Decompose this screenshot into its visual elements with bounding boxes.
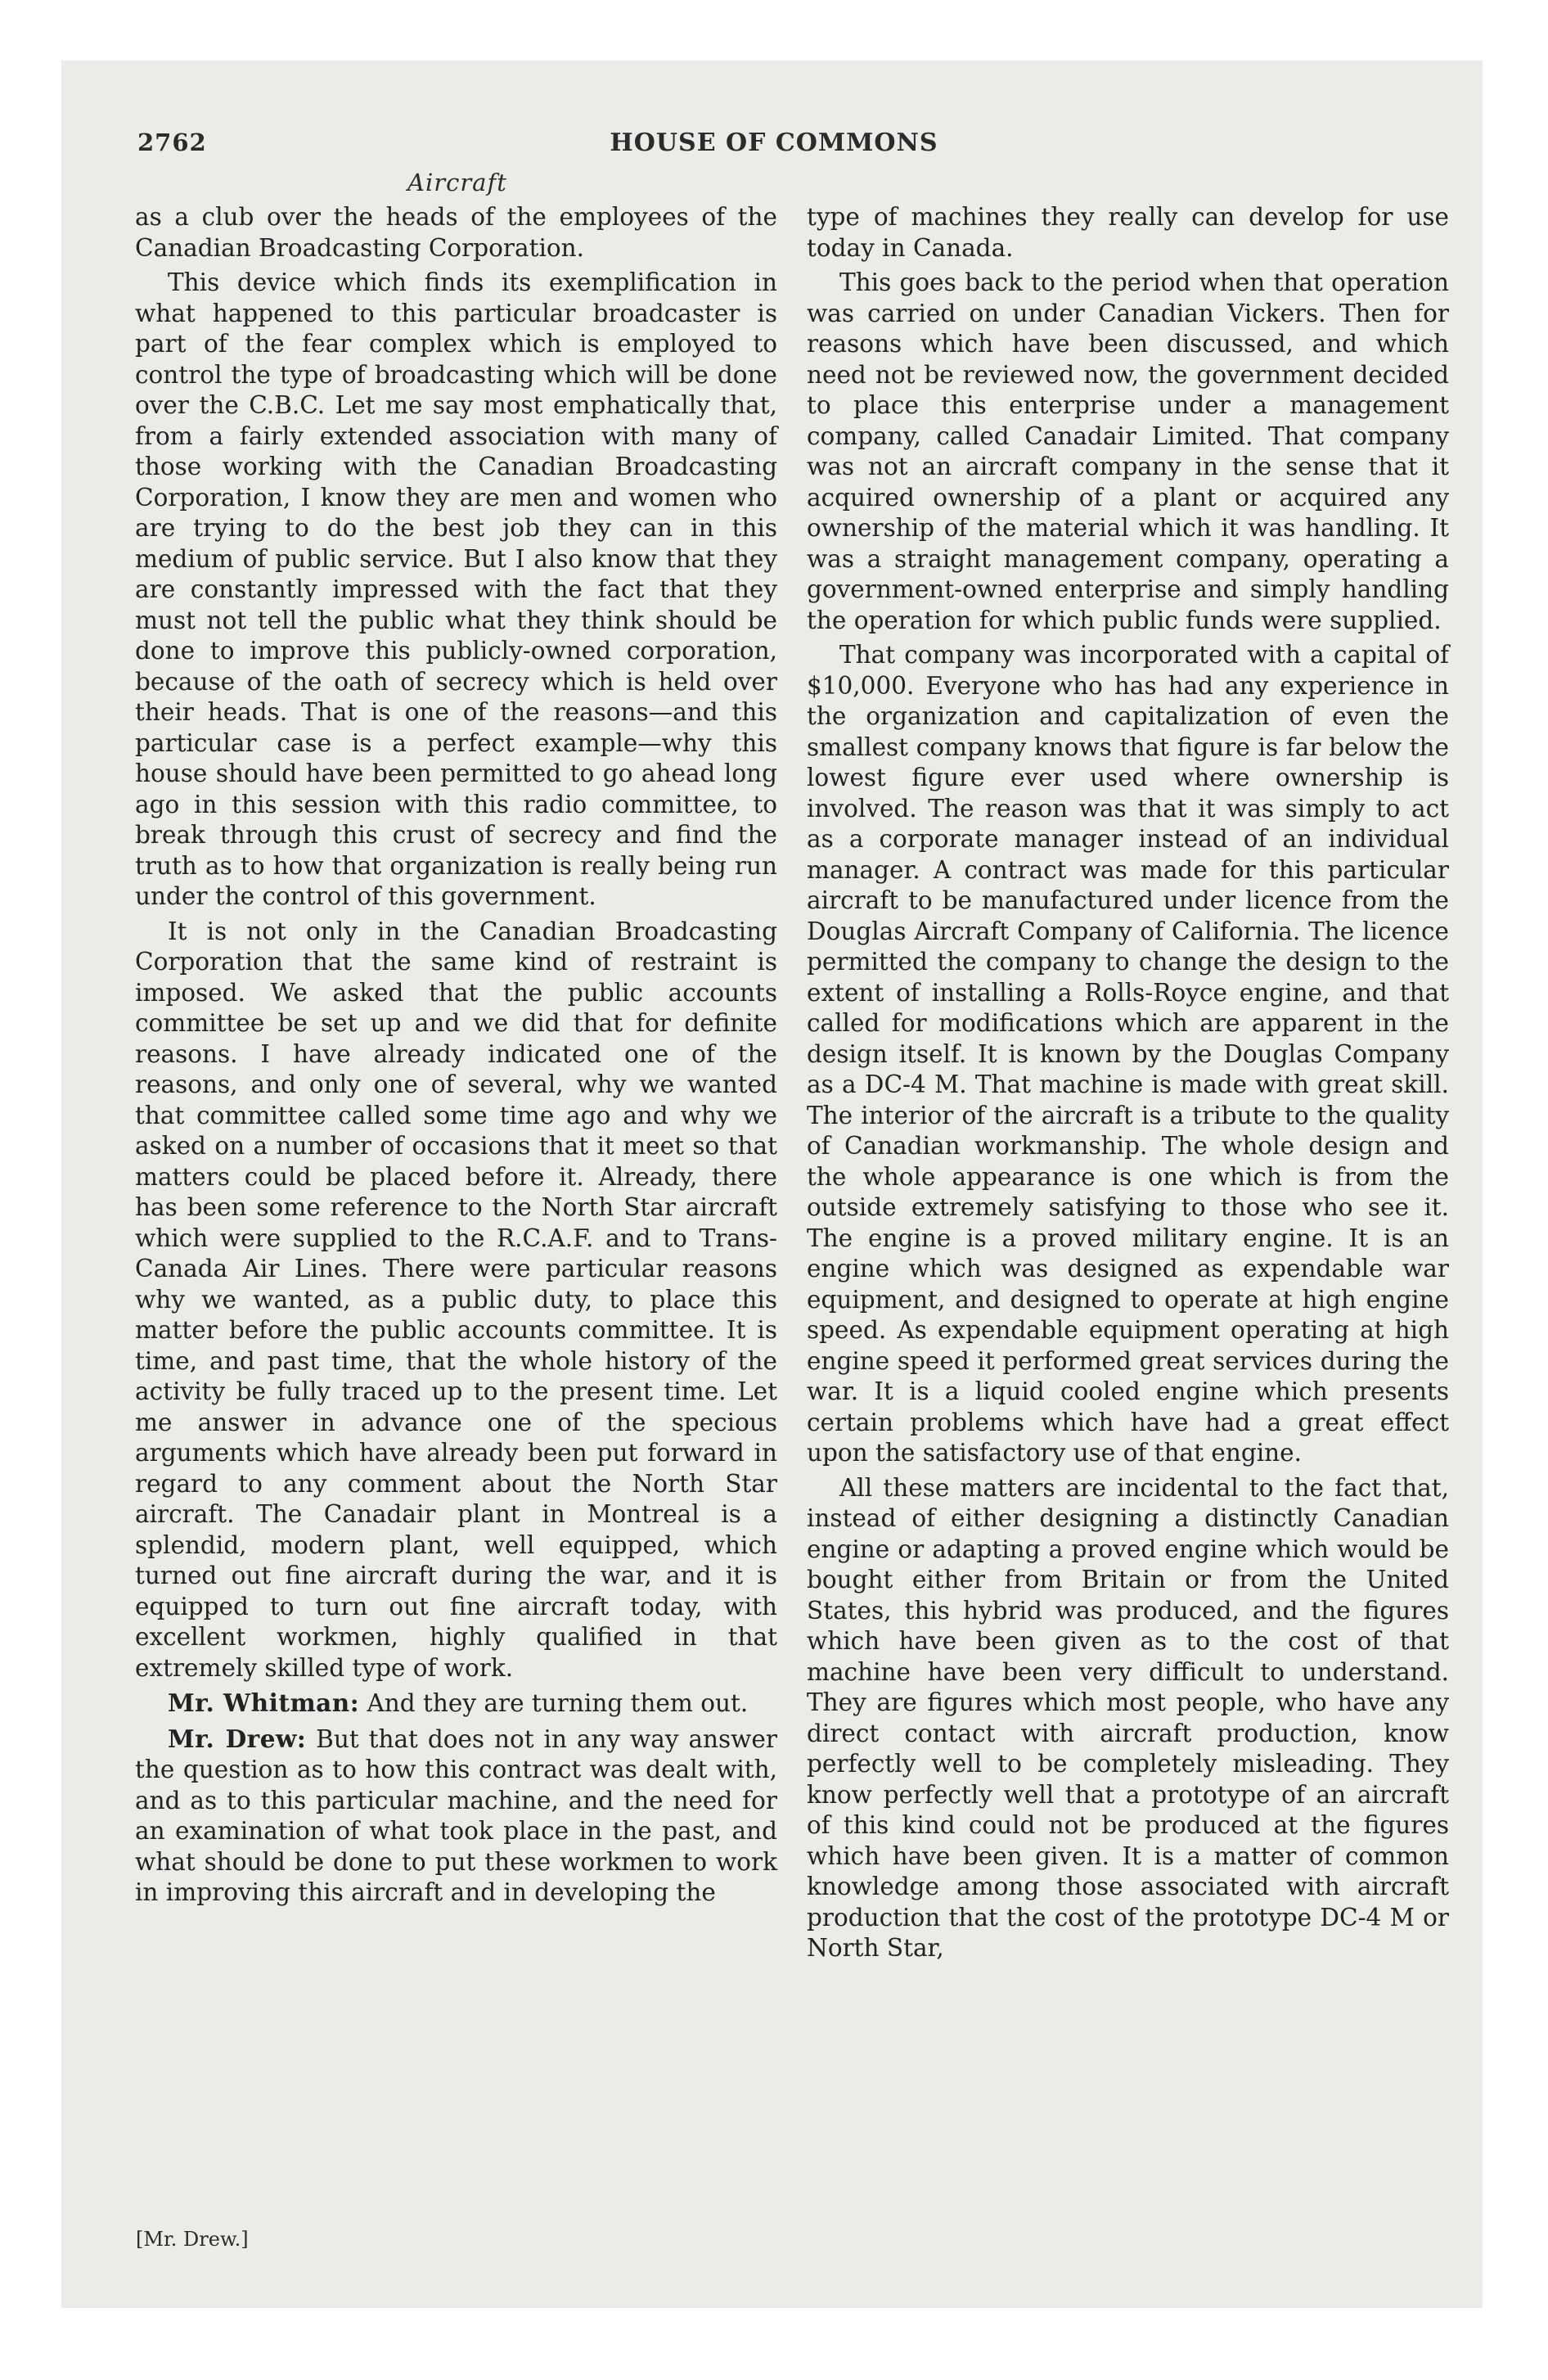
paragraph: That company was incorporated with a capital of $10,000. Everyone who has had any experience in the organization and capitalization of even the smallest company knows that figure is far below the lowest figure ever used where ownership is involved. The reason was that it was simply to act as a corporate manager instead of an individual manager. A contract was made for this particular aircraft to be manufactured under licence from the Douglas Aircraft Company of California. The licence permitted the company to change the design to the extent of installing a Rolls-Royce engine, and that called for modifications which are apparent in the design itself. It is known by the Douglas Company as a DC-4 M. That machine is made with great skill. The interior of the aircraft is a tribute to the quality of Canadian workmanship. The whole design and the whole appearance is one which is from the outside extremely satisfying to those who see it. The engine is a proved military engine. It is an engine which was designed as expendable war equipment, and designed to operate at high engine speed. As expendable equipment operating at high engine speed it performed great services during the war. It is a liquid cooled engine which presents certain problems which have had a great effect upon the satisfactory use of that engine. xyxy=(807,641,1449,1467)
speaker-name: Mr. Whitman: xyxy=(168,1688,360,1717)
speech-text: But that does not in any way answer the question as to how this contract was dealt with, and as to this particular machine, and the need for an examination of what took place in the past, and what should be done to put these workmen to work in improving this aircraft and in developing the xyxy=(135,1724,777,1906)
paragraph: This device which finds its exemplification in what happened to this particular broadcaster is part of the fear complex which is employed to control the type of broadcasting which will be done over the C.B.C. Let me say most emphatically that, from a fairly extended association with many of those working with the Canadian Broadcasting Corporation, I know they are men and women who are trying to do the best job they can in this medium of public service. But I also know that they are constantly impressed with the fact that they must not tell the public what they think should be done to improve this publicly-owned corporation, because of the oath of secrecy which is held over their heads. That is one of the reasons—and this particular case is a perfect example—why this house should have been permitted to go ahead long ago in this session with this radio committee, to break through this crust of secrecy and find the truth as to how that organization is really being run under the control of this government. xyxy=(135,268,777,910)
page-number: 2762 xyxy=(137,128,207,156)
paragraph: This goes back to the period when that operation was carried on under Canadian Vickers. Then for reasons which have been discussed, and which need not be reviewed now, the government decided to place this enterprise under a management company, called Canadair Limited. That company was not an aircraft company in the sense that it acquired ownership of a plant or acquired any ownership of the material which it was handling. It was a straight management company, operating a government-owned enterprise and simply handling the operation for which public funds were supplied. xyxy=(807,268,1449,634)
page-title: HOUSE OF COMMONS xyxy=(610,128,938,157)
paragraph: type of machines they really can develop for use today in Canada. xyxy=(807,203,1449,262)
speech-drew xyxy=(135,1724,777,1909)
speech-text: And they are turning them out. xyxy=(359,1689,749,1717)
right-column xyxy=(807,202,1449,1968)
speech-whitman xyxy=(135,1688,777,1720)
paragraph: All these matters are incidental to the fact that, instead of either designing a distinctly Canadian engine or adapting a proved engine which would be bought either from Britain or from the United States, this hybrid was produced, and the figures which have been given as to the cost of that machine have been very difficult to understand. They are figures which most people, who have any direct contact with aircraft production, know perfectly well to be completely misleading. They know perfectly well that a prototype of an aircraft of this kind could not be produced at the figures which have been given. It is a matter of common knowledge among those associated with aircraft production that the cost of the prototype DC-4 M or North Star, xyxy=(807,1473,1449,1962)
speaker-name: Mr. Drew: xyxy=(168,1724,307,1753)
left-column xyxy=(135,202,777,1913)
paragraph: It is not only in the Canadian Broadcasting Corporation that the same kind of restraint is imposed. We asked that the public accounts committee be set up and we did that for definite reasons. I have already indicated one of the reasons, and only one of several, why we wanted that committee called some time ago and why we asked on a number of occasions that it meet so that matters could be placed before it. Already, there has been some reference to the North Star aircraft which were supplied to the R.C.A.F. and to Trans-Canada Air Lines. There were particular reasons why we wanted, as a public duty, to place this matter before the public accounts committee. It is time, and past time, that the whole history of the activity be fully traced up to the present time. Let me answer in advance one of the specious arguments which have already been put forward in regard to any comment about the North Star aircraft. The Canadair plant in Montreal is a splendid, modern plant, well equipped, which turned out fine aircraft during the war, and it is equipped to turn out fine aircraft today, with excellent workmen, highly qualified in that extremely skilled type of work. xyxy=(135,917,777,1682)
section-heading: Aircraft xyxy=(407,169,507,196)
speaker-footer: [Mr. Drew.] xyxy=(136,2228,249,2251)
paragraph: as a club over the heads of the employees of the Canadian Broadcasting Corporation. xyxy=(135,203,777,262)
